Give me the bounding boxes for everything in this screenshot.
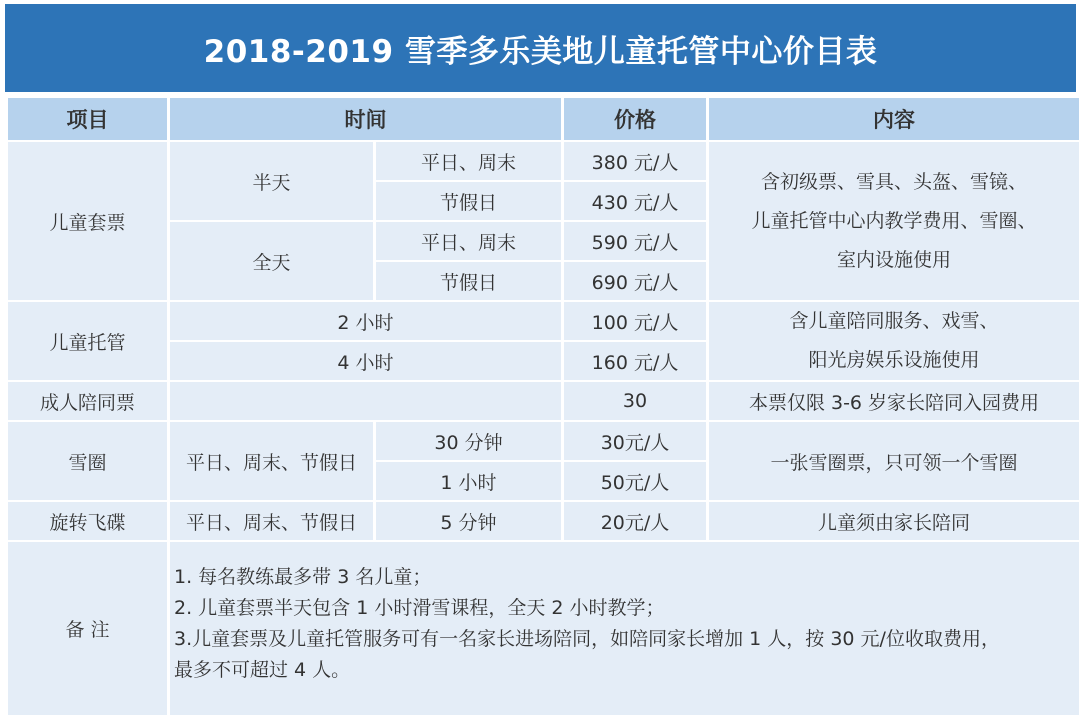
header-content: 内容	[709, 98, 1079, 140]
row-label-snow-tube: 雪圈	[8, 422, 167, 500]
price-cell: 30	[564, 382, 706, 420]
row-label-flying-saucer: 旋转飞碟	[8, 502, 167, 540]
content-line: 含儿童陪同服务、戏雪、	[789, 310, 999, 332]
price-cell: 160 元/人	[564, 342, 706, 380]
table-row	[8, 382, 1079, 420]
header-time: 时间	[170, 98, 561, 140]
flying-saucer-days: 平日、周末、节假日	[170, 502, 373, 540]
header-item: 项目	[8, 98, 167, 140]
row-label-child-ticket: 儿童套票	[8, 142, 167, 300]
adult-content: 本票仅限 3-6 岁家长陪同入园费用	[709, 382, 1079, 420]
content-line: 室内设施使用	[836, 248, 951, 271]
snow-tube-1h: 1 小时	[376, 462, 561, 500]
snow-tube-30m: 30 分钟	[376, 422, 561, 460]
price-cell: 50元/人	[564, 462, 706, 500]
child-care-2h: 2 小时	[170, 302, 561, 340]
note-line: 1. 每名教练最多带 3 名儿童；	[174, 566, 432, 588]
child-ticket-half-weekday: 平日、周末	[376, 142, 561, 180]
notes-content	[170, 542, 1079, 715]
note-line: 最多不可超过 4 人。	[174, 659, 351, 681]
snow-tube-days: 平日、周末、节假日	[170, 422, 373, 500]
header-row	[8, 98, 1079, 140]
child-ticket-full-day: 全天	[170, 222, 373, 300]
adult-time-empty	[170, 382, 561, 420]
child-ticket-half-day: 半天	[170, 142, 373, 220]
price-table	[5, 96, 1080, 717]
child-care-4h: 4 小时	[170, 342, 561, 380]
child-ticket-half-holiday: 节假日	[376, 182, 561, 220]
price-cell: 380 元/人	[564, 142, 706, 180]
row-label-adult: 成人陪同票	[8, 382, 167, 420]
table-row	[8, 422, 1079, 460]
flying-saucer-content: 儿童须由家长陪同	[709, 502, 1079, 540]
note-line: 3.儿童套票及儿童托管服务可有一名家长进场陪同，如陪同家长增加 1 人，按 30 元/位收取费用，	[174, 628, 1000, 650]
note-line: 2. 儿童套票半天包含 1 小时滑雪课程，全天 2 小时教学；	[174, 597, 665, 619]
price-cell: 690 元/人	[564, 262, 706, 300]
price-cell: 20元/人	[564, 502, 706, 540]
table-row	[8, 142, 1079, 180]
child-care-content	[709, 302, 1079, 380]
content-line: 含初级票、雪具、头盔、雪镜、	[760, 170, 1027, 193]
page-title: 2018-2019 雪季多乐美地儿童托管中心价目表	[5, 4, 1076, 92]
content-line: 阳光房娱乐设施使用	[808, 349, 980, 371]
price-cell: 590 元/人	[564, 222, 706, 260]
price-cell: 100 元/人	[564, 302, 706, 340]
table-row	[8, 502, 1079, 540]
child-ticket-full-weekday: 平日、周末	[376, 222, 561, 260]
child-ticket-full-holiday: 节假日	[376, 262, 561, 300]
header-price: 价格	[564, 98, 706, 140]
row-label-child-care: 儿童托管	[8, 302, 167, 380]
price-cell: 30元/人	[564, 422, 706, 460]
row-label-notes: 备 注	[8, 542, 167, 715]
content-line: 儿童托管中心内教学费用、雪圈、	[751, 209, 1037, 232]
child-ticket-content	[709, 142, 1079, 300]
table-row	[8, 542, 1079, 715]
snow-tube-content: 一张雪圈票，只可领一个雪圈	[709, 422, 1079, 500]
table-row	[8, 302, 1079, 340]
flying-saucer-time: 5 分钟	[376, 502, 561, 540]
price-cell: 430 元/人	[564, 182, 706, 220]
